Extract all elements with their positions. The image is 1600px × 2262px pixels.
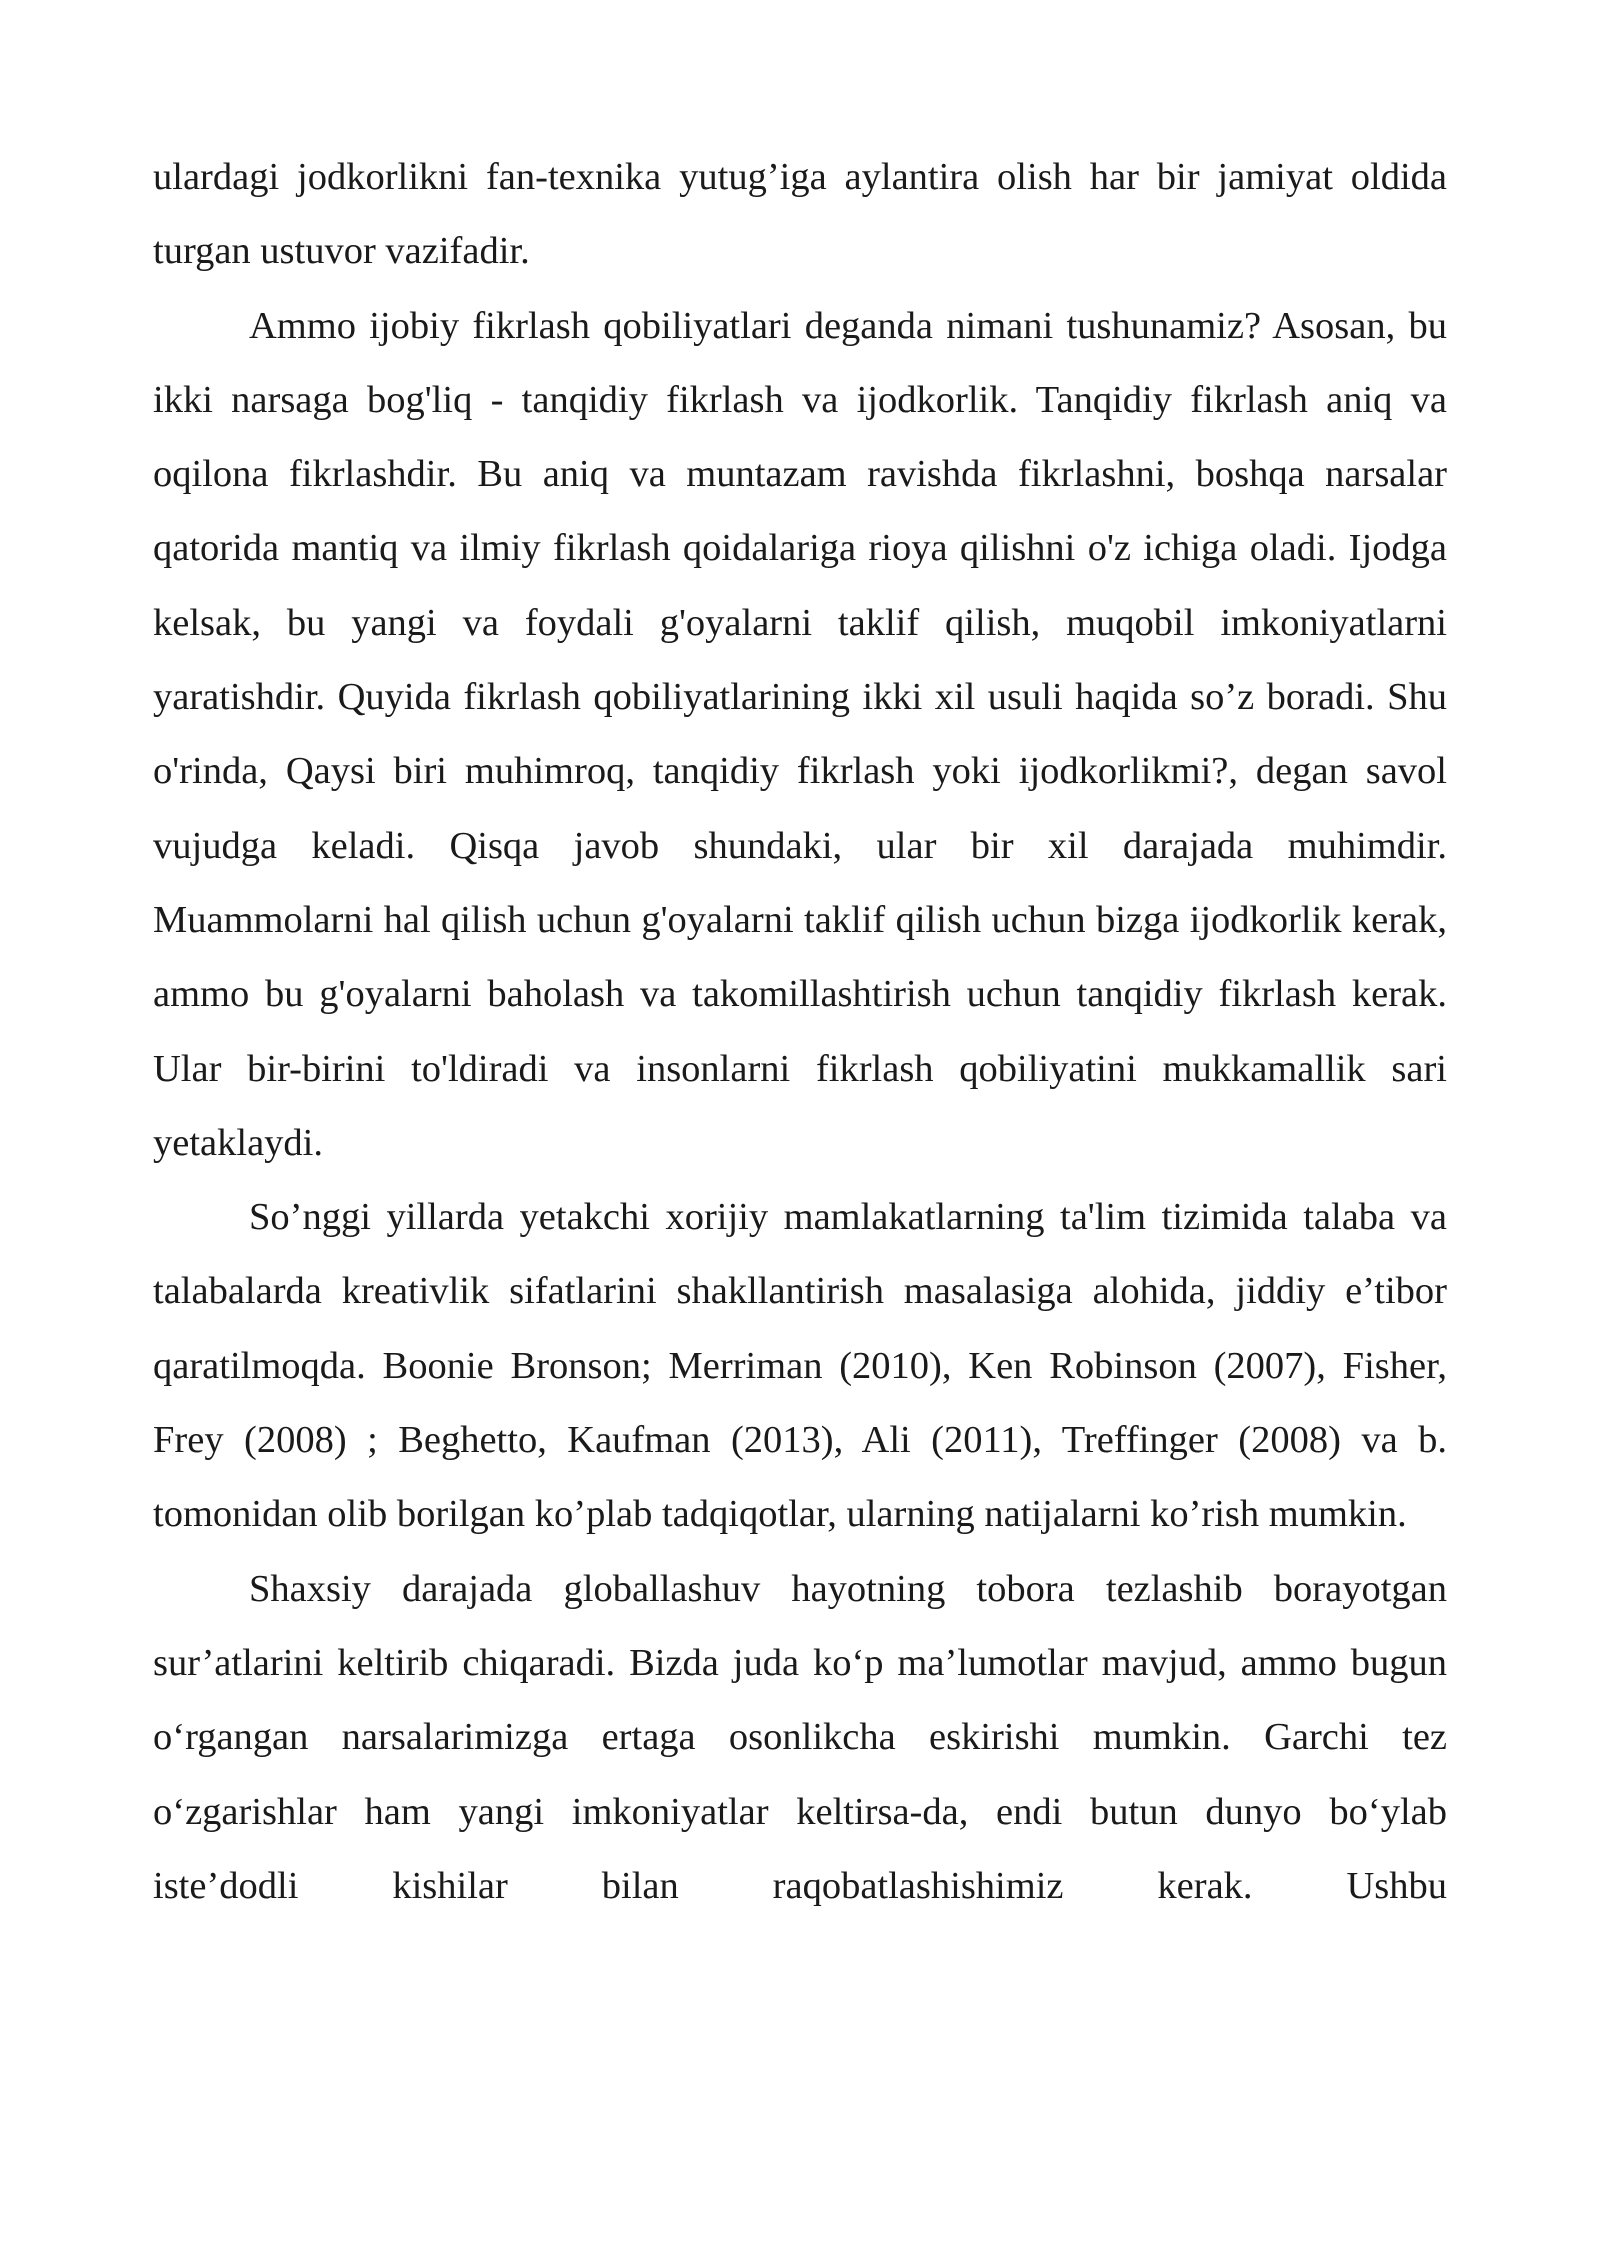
body-text (153, 140, 1447, 1923)
paragraph-globalization: Shaxsiy darajada globallashuv hayotning tobora tezlashib borayotgan sur’atlarini keltirib chiqaradi. Bizda juda ko‘p ma’lumotlar mavjud, ammo bugun o‘rgangan narsalarimizga ertaga osonlikcha eskirishi mumkin. Garchi tez o‘zgarishlar ham yangi imkoniyatlar keltirsa-da, endi butun dunyo bo‘ylab iste’dodli kishilar bilan raqobatlashishimiz kerak. Ushbu (153, 1567, 1447, 1907)
paragraph-thinking-skills: Ammo ijobiy fikrlash qobiliyatlari deganda nimani tushunamiz? Asosan, bu ikki narsaga bog'liq - tanqidiy fikrlash va ijodkorlik. Tanqidiy fikrlash aniq va oqilona fikrlashdir. Bu aniq va muntazam ravishda fikrlashni, boshqa narsalar qatorida mantiq va ilmiy fikrlash qoidalariga rioya qilishni o'z ichiga oladi. Ijodga kelsak, bu yangi va foydali g'oyalarni taklif qilish, muqobil imkoniyatlarni yaratishdir. Quyida fikrlash qobiliyatlarining ikki xil usuli haqida so’z boradi. Shu o'rinda, Qaysi biri muhimroq, tanqidiy fikrlash yoki ijodkorlikmi?, degan savol vujudga keladi. Qisqa javob shundaki, ular bir xil darajada muhimdir. Muammolarni hal qilish uchun g'oyalarni taklif qilish uchun bizga ijodkorlik kerak, ammo bu g'oyalarni baholash va takomillashtirish uchun tanqidiy fikrlash kerak. Ular bir-birini to'ldiradi va insonlarni fikrlash qobiliyatini mukkamallik sari yetaklaydi. (153, 304, 1447, 1164)
paragraph-continuation: ulardagi jodkorlikni fan-texnika yutug’iga aylantira olish har bir jamiyat oldida turgan ustuvor vazifadir. (153, 156, 1447, 273)
paragraph-foreign-research: So’nggi yillarda yetakchi xorijiy mamlakatlarning ta'lim tizimida talaba va talabalarda kreativlik sifatlarini shakllantirish masalasiga alohida, jiddiy e’tibor qaratilmoqda. Boonie Bronson; Merriman (2010), Ken Robinson (2007), Fisher, Frey (2008) ; Beghetto, Kaufman (2013), Ali (2011), Treffinger (2008) va b. tomonidan olib borilgan ko’plab tadqiqotlar, ularning natijalarni ko’rish mumkin. (153, 1196, 1447, 1536)
